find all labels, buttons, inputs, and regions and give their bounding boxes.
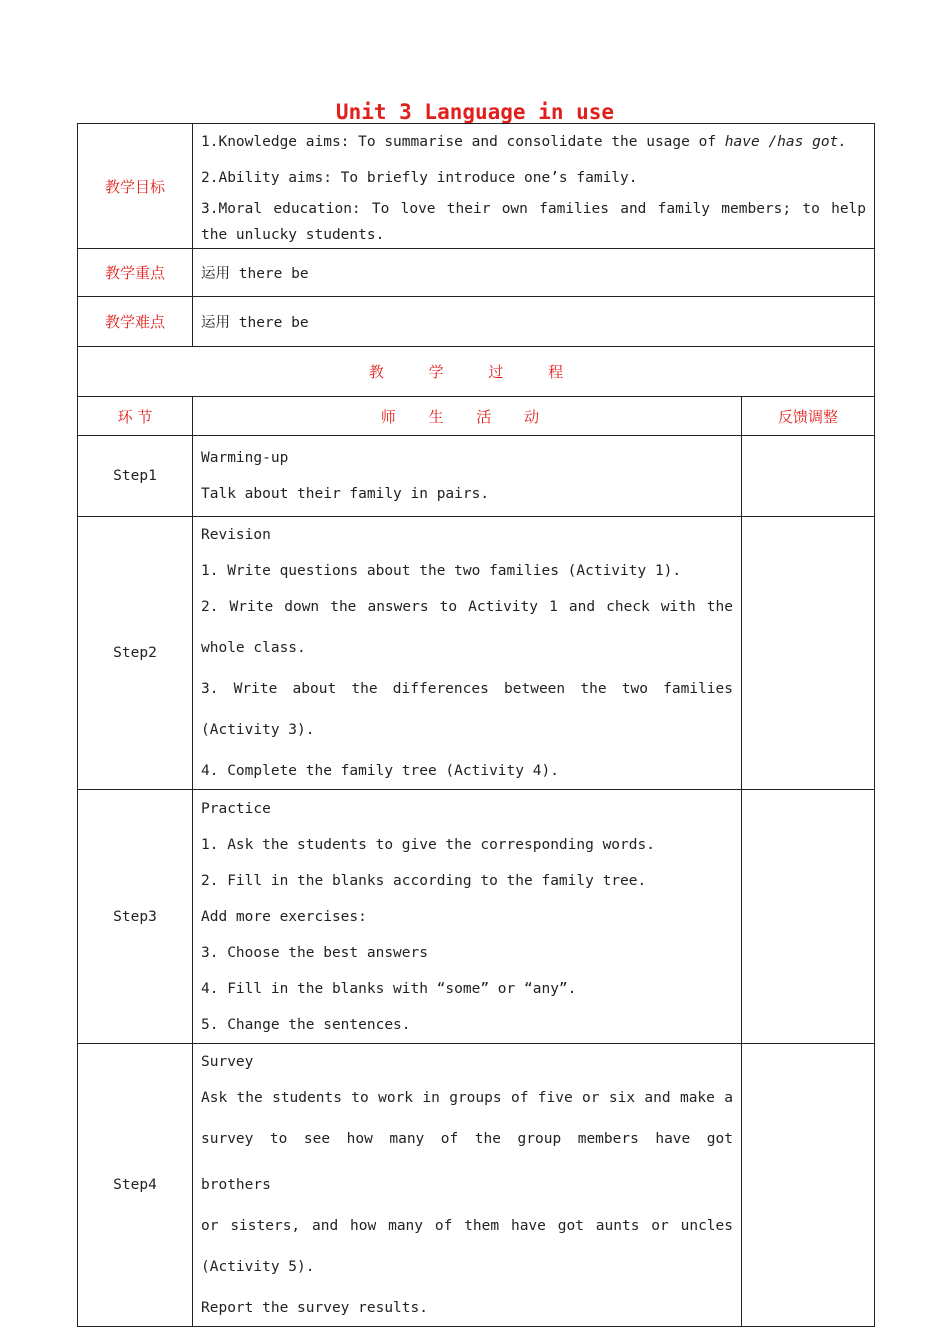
process-header-row [78, 347, 875, 397]
step-line: 3. Write about the differences between the two families [201, 681, 733, 697]
difficult-points-row [78, 297, 875, 347]
step-label: Step3 [78, 790, 193, 1044]
objectives-label: 教学目标 [78, 124, 193, 249]
step-row [78, 436, 875, 517]
step-row [78, 1044, 875, 1327]
step-feedback [742, 1044, 875, 1327]
step-line: whole class. [201, 640, 306, 656]
step-line: Revision [201, 527, 271, 543]
step-line: Talk about their family in pairs. [201, 486, 490, 502]
step-activities [193, 1044, 742, 1327]
step-activities [193, 517, 742, 790]
step-row [78, 517, 875, 790]
key-points-row [78, 249, 875, 297]
objective-knowledge [201, 124, 866, 160]
column-feedback: 反馈调整 [742, 397, 875, 436]
step-feedback [742, 436, 875, 517]
step-line: or sisters, and how many of them have got aunts or uncles [201, 1218, 733, 1234]
step-line: (Activity 5). [201, 1259, 315, 1275]
step-line: Practice [201, 800, 271, 817]
step-line: 4. Complete the family tree (Activity 4). [201, 763, 559, 779]
step-label: Step2 [78, 517, 193, 790]
step-activities [193, 436, 742, 517]
lesson-plan-table [77, 123, 875, 1327]
step-line: 1. Ask the students to give the corresponding words. [201, 836, 655, 853]
step-line: Survey [201, 1054, 254, 1070]
step-feedback [742, 790, 875, 1044]
step-label: Step1 [78, 436, 193, 517]
objective-moral: 3.Moral education: To love their own families and family members; to help the unlucky students. [201, 201, 867, 243]
step-feedback [742, 517, 875, 790]
objectives-content [193, 124, 875, 249]
step-line: 2. Write down the answers to Activity 1 and check with the [201, 599, 733, 615]
step-line: Ask the students to work in groups of five or six and make a [201, 1090, 733, 1106]
step-label: Step4 [78, 1044, 193, 1327]
step-row [78, 790, 875, 1044]
objective-ability: 2.Ability aims: To briefly introduce one’s family. [201, 170, 638, 186]
step-line: Add more exercises: [201, 908, 367, 925]
step-line: 3. Choose the best answers [201, 944, 428, 961]
step-line: 5. Change the sentences. [201, 1016, 411, 1033]
step-line: 2. Fill in the blanks according to the family tree. [201, 872, 647, 889]
step-line: Warming-up [201, 450, 289, 466]
column-header-row [78, 397, 875, 436]
step-line: Report the survey results. [201, 1300, 428, 1316]
key-points-label: 教学重点 [78, 249, 193, 297]
column-stage: 环 节 [78, 397, 193, 436]
document-title: Unit 3 Language in use [335, 100, 615, 124]
step-line: survey to see how many of the group members have got brothers [201, 1131, 733, 1193]
step-line: 1. Write questions about the two families (Activity 1). [201, 563, 682, 579]
column-activities: 师 生 活 动 [193, 397, 742, 436]
objective-knowledge-italic: have /has got. [724, 134, 848, 150]
step-line: (Activity 3). [201, 722, 315, 738]
objective-knowledge-text: 1.Knowledge aims: To summarise and consolidate the usage of [201, 134, 725, 150]
process-header: 教 学 过 程 [78, 347, 875, 397]
step-activities [193, 790, 742, 1044]
objectives-row [78, 124, 875, 249]
key-points-value: 运用 there be [193, 249, 875, 297]
difficult-points-value: 运用 there be [193, 297, 875, 347]
difficult-points-label: 教学难点 [78, 297, 193, 347]
step-line: 4. Fill in the blanks with “some” or “any”. [201, 980, 577, 997]
